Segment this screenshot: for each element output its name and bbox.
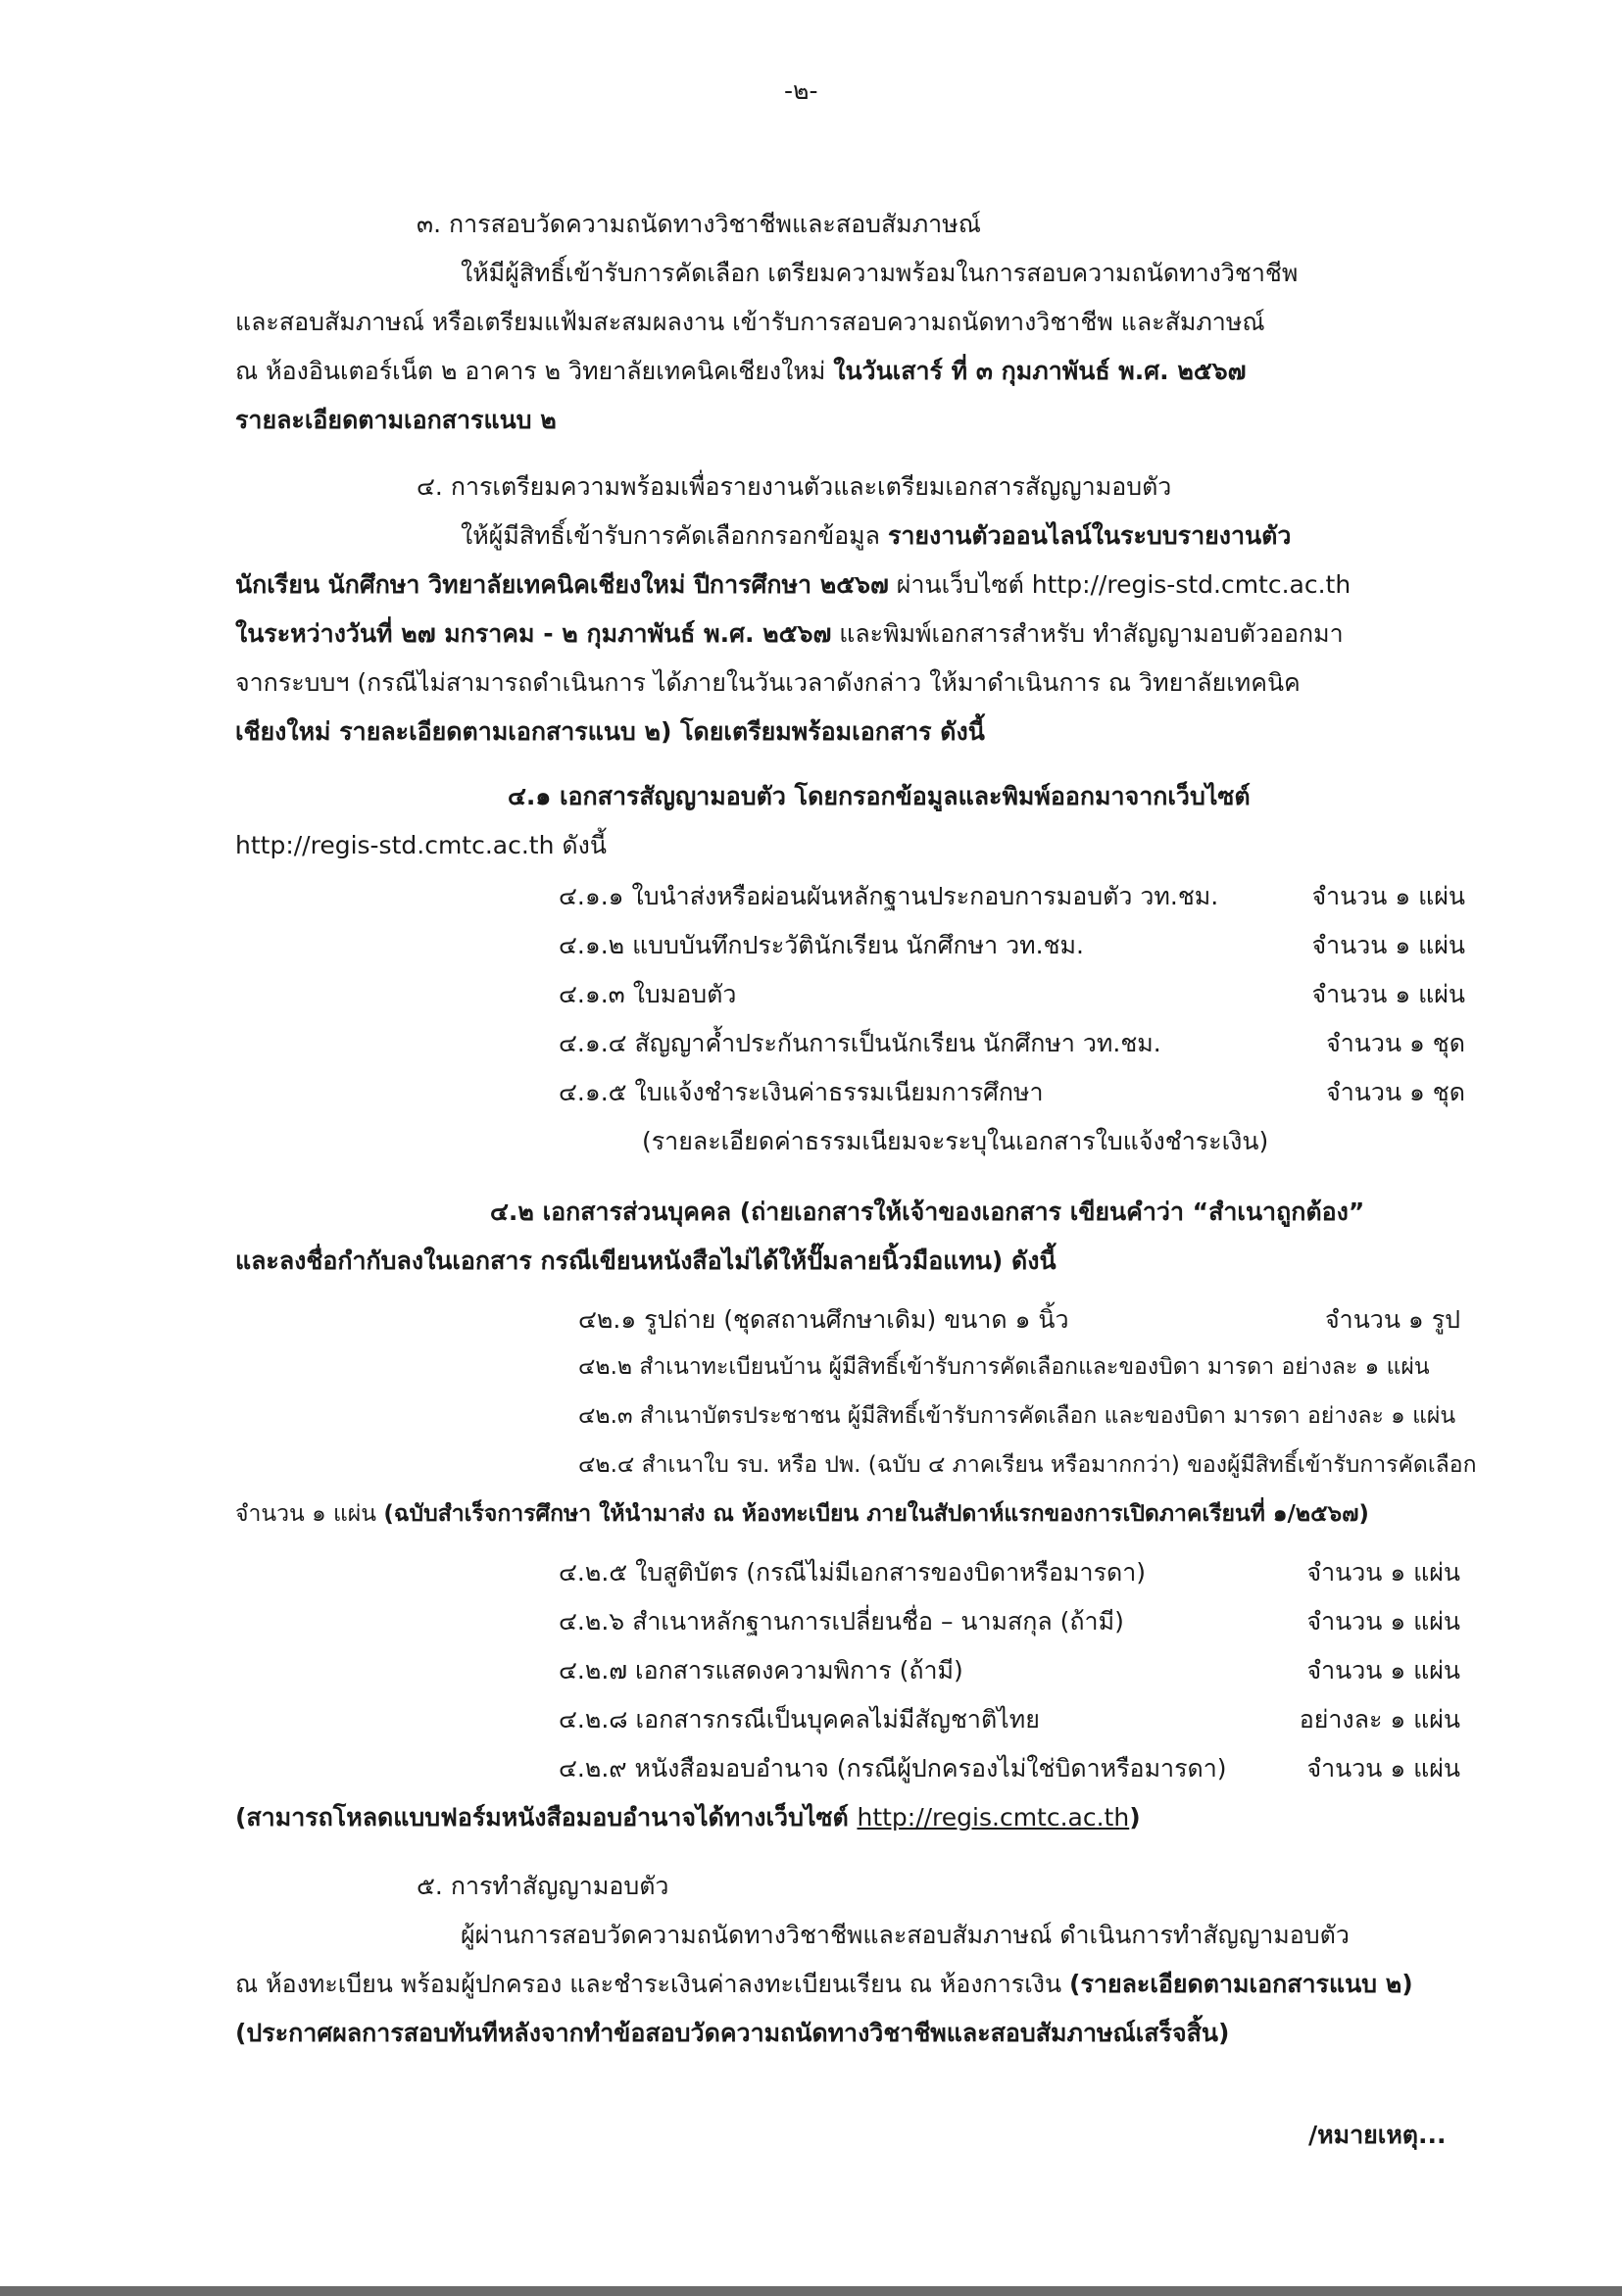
section5-para-line3: (ประกาศผลการสอบทันทีหลังจากทำข้อสอบวัดความถนัดทางวิชาชีพและสอบสัมภาษณ์เสร็จสิ้น)	[235, 2019, 1230, 2047]
scan-bottom-edge	[0, 2286, 1622, 2296]
section4-para-line4: จากระบบฯ (กรณีไม่สามารถดำเนินการ ได้ภายในวันเวลาดังกล่าว ให้มาดำเนินการ ณ วิทยาลัยเทคนิค	[235, 668, 1301, 697]
section3-para-line2: และสอบสัมภาษณ์ หรือเตรียมแฟ้มสะสมผลงาน เข้ารับการสอบความถนัดทางวิชาชีพ และสัมภาษณ์	[235, 308, 1265, 336]
section3-heading: ๓. การสอบวัดความถนัดทางวิชาชีพและสอบสัมภาษณ์	[417, 210, 981, 238]
list-item: ๔.๒.๖ สำเนาหลักฐานการเปลี่ยนชื่อ – นามสกุล (ถ้ามี) จำนวน ๑ แผ่น	[559, 1607, 1460, 1636]
continued-marker: /หมายเหตุ...	[1308, 2121, 1447, 2149]
list-item: ๔.๒.๙ หนังสือมอบอำนาจ (กรณีผู้ปกครองไม่ใช่บิดาหรือมารดา) จำนวน ๑ แผ่น	[559, 1754, 1460, 1783]
list-item: ๔.๑.๕ ใบแจ้งชำระเงินค่าธรรมเนียมการศึกษา จำนวน ๑ ชุด	[559, 1078, 1465, 1106]
page-number: -๒-	[784, 76, 818, 105]
download-note: (สามารถโหลดแบบฟอร์มหนังสือมอบอำนาจได้ทางเว็บไซต์ http://regis.cmtc.ac.th)	[235, 1803, 1141, 1832]
list-item: ๔.๑.๓ ใบมอบตัว จำนวน ๑ แผ่น	[559, 980, 1465, 1008]
list-item: ๔.๒.๗ เอกสารแสดงความพิการ (ถ้ามี) จำนวน ๑ แผ่น	[559, 1656, 1460, 1685]
list-item-continuation: จำนวน ๑ แผ่น (ฉบับสำเร็จการศึกษา ให้นำมาส่ง ณ ห้องทะเบียน ภายในสัปดาห์แรกของการเปิดภาคเรียนที่ ๑/๒๕๖๗)	[235, 1501, 1369, 1527]
section3-para-line1: ให้มีผู้สิทธิ์เข้ารับการคัดเลือก เตรียมความพร้อมในการสอบความถนัดทางวิชาชีพ	[461, 259, 1299, 287]
section4-heading: ๔. การเตรียมความพร้อมเพื่อรายงานตัวและเตรียมเอกสารสัญญามอบตัว	[417, 472, 1172, 501]
section3-attachment-ref: รายละเอียดตามเอกสารแนบ ๒	[235, 406, 557, 434]
sub42-heading-line2: และลงชื่อกำกับลงในเอกสาร กรณีเขียนหนังสือไม่ได้ให้ปั๊มลายนิ้วมือแทน) ดังนี้	[235, 1246, 1057, 1275]
section3-venue: ณ ห้องอินเตอร์เน็ต ๒ อาคาร ๒ วิทยาลัยเทคนิคเชียงใหม่	[235, 357, 826, 385]
section5-para-line1: ผู้ผ่านการสอบวัดความถนัดทางวิชาชีพและสอบสัมภาษณ์ ดำเนินการทำสัญญามอบตัว	[461, 1921, 1350, 1949]
list-item: ๔๒.๒ สำเนาทะเบียนบ้าน ผู้มีสิทธิ์เข้ารับการคัดเลือกและของบิดา มารดา อย่างละ ๑ แผ่น	[578, 1354, 1430, 1380]
list-item: ๔.๒.๕ ใบสูติบัตร (กรณีไม่มีเอกสารของบิดาหรือมารดา) จำนวน ๑ แผ่น	[559, 1558, 1460, 1587]
sub41-note: (รายละเอียดค่าธรรมเนียมจะระบุในเอกสารใบแจ้งชำระเงิน)	[642, 1127, 1269, 1155]
section4-para-line1: ให้ผู้มีสิทธิ์เข้ารับการคัดเลือกกรอกข้อมูล รายงานตัวออนไลน์ในระบบรายงานตัว	[461, 521, 1292, 550]
section3-para-line3	[235, 357, 1246, 386]
list-item: ๔.๑.๒ แบบบันทึกประวัตินักเรียน นักศึกษา วท.ชม. จำนวน ๑ แผ่น	[559, 931, 1465, 959]
section4-para-line2: นักเรียน นักศึกษา วิทยาลัยเทคนิคเชียงใหม่ ปีการศึกษา ๒๕๖๗ ผ่านเว็บไซต์ http://regis-std.cmtc.ac.th	[235, 570, 1352, 599]
list-item: ๔๒.๑ รูปถ่าย (ชุดสถานศึกษาเดิม) ขนาด ๑ นิ้ว จำนวน ๑ รูป	[578, 1305, 1460, 1334]
section4-para-line5: เชียงใหม่ รายละเอียดตามเอกสารแนบ ๒) โดยเตรียมพร้อมเอกสาร ดังนี้	[235, 717, 985, 746]
list-item: ๔.๑.๑ ใบนำส่งหรือผ่อนผันหลักฐานประกอบการมอบตัว วท.ชม. จำนวน ๑ แผ่น	[559, 882, 1465, 910]
section3-date: ในวันเสาร์ ที่ ๓ กุมภาพันธ์ พ.ศ. ๒๕๖๗	[833, 357, 1247, 385]
list-item: ๔.๒.๘ เอกสารกรณีเป็นบุคคลไม่มีสัญชาติไทย อย่างละ ๑ แผ่น	[559, 1705, 1460, 1734]
sub41-heading-url: http://regis-std.cmtc.ac.th ดังนี้	[235, 831, 607, 859]
sub41-heading: ๔.๑ เอกสารสัญญามอบตัว โดยกรอกข้อมูลและพิมพ์ออกมาจากเว็บไซต์	[508, 782, 1251, 810]
section5-para-line2: ณ ห้องทะเบียน พร้อมผู้ปกครอง และชำระเงินค่าลงทะเบียนเรียน ณ ห้องการเงิน (รายละเอียดตามเอกสารแนบ ๒)	[235, 1970, 1413, 1998]
list-item: ๔๒.๓ สำเนาบัตรประชาชน ผู้มีสิทธิ์เข้ารับการคัดเลือก และของบิดา มารดา อย่างละ ๑ แผ่น	[578, 1403, 1456, 1429]
section4-para-line3: ในระหว่างวันที่ ๒๗ มกราคม - ๒ กุมภาพันธ์ พ.ศ. ๒๕๖๗ และพิมพ์เอกสารสำหรับ ทำสัญญามอบตัวออกมา	[235, 619, 1344, 648]
download-link[interactable]: http://regis.cmtc.ac.th	[857, 1803, 1130, 1832]
sub42-heading: ๔.๒ เอกสารส่วนบุคคล (ถ่ายเอกสารให้เจ้าของเอกสาร เขียนคำว่า “สำเนาถูกต้อง”	[490, 1197, 1365, 1226]
list-item: ๔.๑.๔ สัญญาค้ำประกันการเป็นนักเรียน นักศึกษา วท.ชม. จำนวน ๑ ชุด	[559, 1029, 1465, 1057]
list-item: ๔๒.๔ สำเนาใบ รบ. หรือ ปพ. (ฉบับ ๔ ภาคเรียน หรือมากกว่า) ของผู้มีสิทธิ์เข้ารับการคัดเลือก	[578, 1452, 1477, 1478]
section5-heading: ๕. การทำสัญญามอบตัว	[417, 1872, 669, 1900]
